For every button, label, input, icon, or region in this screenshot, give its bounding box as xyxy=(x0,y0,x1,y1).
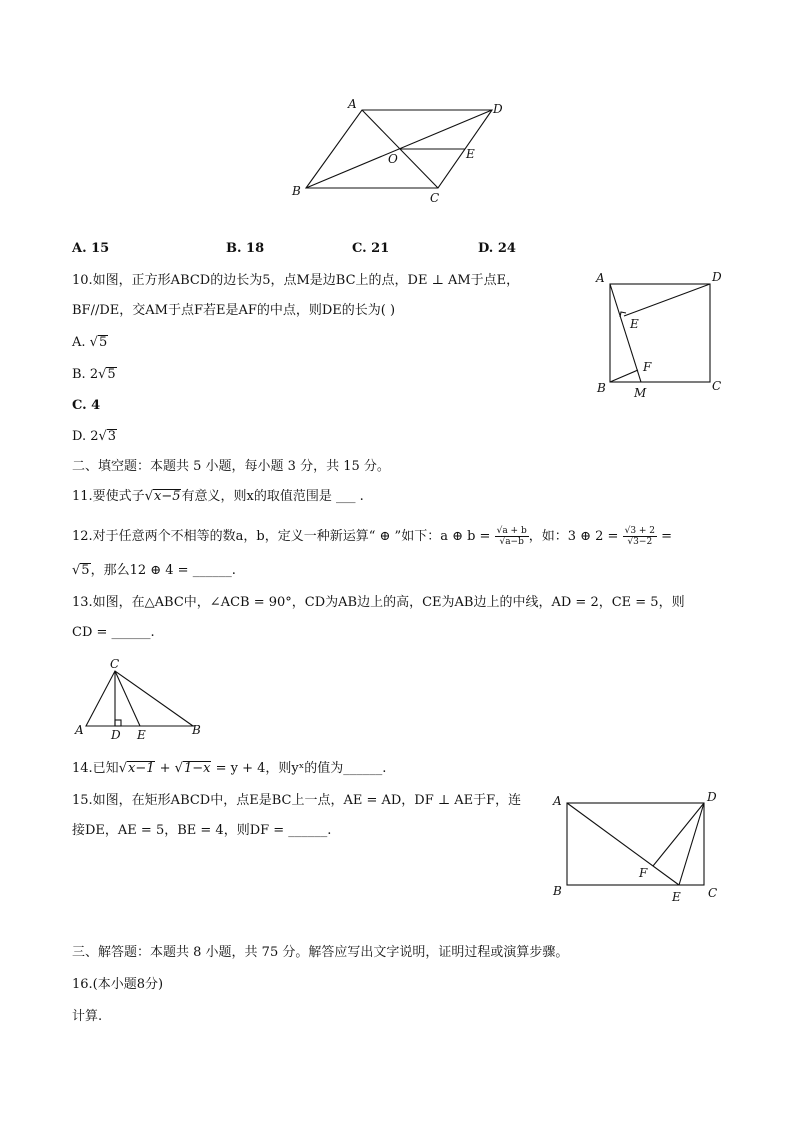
q9-option-c: C. 21 xyxy=(352,241,390,256)
q14: 14.已知√x−1 + √1−x = y + 4，则yˣ的值为______. xyxy=(72,761,387,776)
label-M: M xyxy=(634,386,647,400)
q15-line2: 接DE，AE = 5，BE = 4，则DF = ______. xyxy=(72,823,332,838)
q10-option-a: A. √5 xyxy=(72,335,108,350)
q12-line2: √5，那么12 ⊕ 4 = ______. xyxy=(72,563,236,578)
q10-option-b: B. 2√5 xyxy=(72,367,116,382)
label-O: O xyxy=(388,152,398,166)
q10-line2: BF//DE，交AM于点F若E是AF的中点，则DE的长为( ) xyxy=(72,303,396,318)
label-C: C xyxy=(110,657,120,671)
q13-line2: CD = ______. xyxy=(72,625,155,640)
label-D: D xyxy=(493,102,503,116)
section-3-heading: 三、解答题：本题共 8 小题，共 75 分。解答应写出文字说明，证明过程或演算步骤。 xyxy=(72,945,569,960)
label-B: B xyxy=(597,381,606,395)
label-A: A xyxy=(75,723,84,737)
section-2-heading: 二、填空题：本题共 5 小题，每小题 3 分，共 15 分。 xyxy=(72,459,390,474)
q13-line1: 13.如图，在△ABC中，∠ACB = 90°，CD为AB边上的高，CE为AB边上的中线，AD = 2，CE = 5，则 xyxy=(72,595,685,610)
label-E: E xyxy=(672,890,681,904)
label-E: E xyxy=(630,317,639,331)
q9-option-b: B. 18 xyxy=(226,241,265,256)
label-B: B xyxy=(553,884,562,898)
q9-option-d: D. 24 xyxy=(478,241,516,256)
label-E: E xyxy=(137,728,146,742)
label-E: E xyxy=(466,147,475,161)
label-D: D xyxy=(712,270,722,284)
q10-option-c: C. 4 xyxy=(72,398,101,413)
label-F: F xyxy=(643,360,652,374)
label-B: B xyxy=(292,184,301,198)
q16-title: 16.(本小题8分) xyxy=(72,977,164,992)
q10-line1: 10.如图，正方形ABCD的边长为5，点M是边BC上的点，DE ⊥ AM于点E， xyxy=(72,273,520,288)
q16-text: 计算. xyxy=(72,1009,103,1024)
label-D: D xyxy=(111,728,121,742)
label-B: B xyxy=(192,723,201,737)
q15-line1: 15.如图，在矩形ABCD中，点E是BC上一点，AE = AD，DF ⊥ AE于F，连 xyxy=(72,793,522,808)
label-F: F xyxy=(639,866,648,880)
label-A: A xyxy=(553,794,562,808)
label-A: A xyxy=(348,97,357,111)
label-D: D xyxy=(707,790,717,804)
label-C: C xyxy=(712,379,722,393)
q12-line1: 12.对于任意两个不相等的数a，b，定义一种新运算“ ⊕ ”如下：a ⊕ b = $\frac{√a + b}{√a-b}$ ，如：3 ⊕ 2 = $\frac{√3 + 2}{√3-2}$ = xyxy=(72,526,673,547)
label-A: A xyxy=(596,271,605,285)
label-C: C xyxy=(708,886,718,900)
q9-option-a: A. 15 xyxy=(72,241,110,256)
q11: 11.要使式子√x−5有意义，则x的取值范围是 ___ . xyxy=(72,489,364,504)
label-C: C xyxy=(430,191,440,205)
q10-option-d: D. 2√3 xyxy=(72,429,117,444)
